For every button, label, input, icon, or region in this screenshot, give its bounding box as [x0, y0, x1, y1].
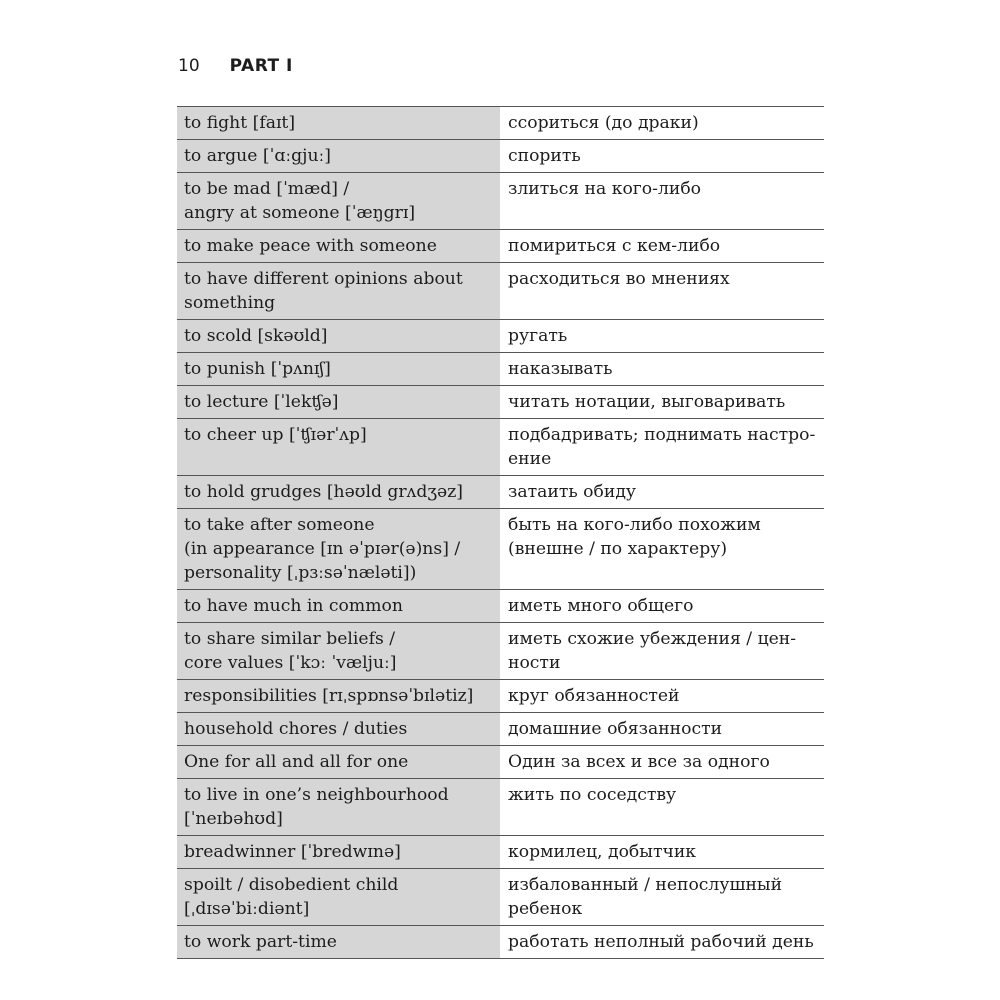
term-cell: breadwinner [ˈbredwɪnə] [177, 836, 500, 869]
term-cell: to have different opinions about something [177, 263, 500, 320]
vocab-row [177, 713, 824, 746]
translation-cell: подбадривать; поднимать настро- ение [500, 419, 824, 476]
term-cell: to live in one’s neighbourhood [ˈneɪbəhʊd] [177, 779, 500, 836]
term-cell: responsibilities [rɪˌspɒnsəˈbɪlətiz] [177, 680, 500, 713]
term-cell: to scold [skəʊld] [177, 320, 500, 353]
vocab-row [177, 869, 824, 926]
translation-cell: иметь много общего [500, 590, 824, 623]
term-cell: to punish [ˈpʌnɪʃ] [177, 353, 500, 386]
vocab-row [177, 926, 824, 959]
term-cell: to work part-time [177, 926, 500, 959]
translation-cell: помириться с кем-либо [500, 230, 824, 263]
vocab-row [177, 680, 824, 713]
vocab-row [177, 746, 824, 779]
term-cell: One for all and all for one [177, 746, 500, 779]
translation-cell: злиться на кого-либо [500, 173, 824, 230]
page-number: 10 [178, 56, 200, 76]
translation-cell: затаить обиду [500, 476, 824, 509]
translation-cell: ругать [500, 320, 824, 353]
term-cell: to make peace with someone [177, 230, 500, 263]
vocab-row [177, 173, 824, 230]
vocab-row [177, 836, 824, 869]
vocabulary-table [177, 106, 824, 959]
translation-cell: иметь схожие убеждения / цен- ности [500, 623, 824, 680]
translation-cell: читать нотации, выговаривать [500, 386, 824, 419]
term-cell: to lecture [ˈlekʧə] [177, 386, 500, 419]
part-label: PART I [229, 56, 293, 76]
term-cell: to share similar beliefs / core values [ˈkɔː ˈvæljuː] [177, 623, 500, 680]
vocab-row [177, 476, 824, 509]
translation-cell: домашние обязанности [500, 713, 824, 746]
translation-cell: ссориться (до драки) [500, 107, 824, 140]
vocab-row [177, 140, 824, 173]
vocab-row [177, 107, 824, 140]
translation-cell: круг обязанностей [500, 680, 824, 713]
vocab-row [177, 386, 824, 419]
term-cell: to fight [faɪt] [177, 107, 500, 140]
vocab-row [177, 230, 824, 263]
vocab-row [177, 419, 824, 476]
term-cell: to cheer up [ˈʧɪərˈʌp] [177, 419, 500, 476]
term-cell: to be mad [ˈmæd] / angry at someone [ˈæŋgrɪ] [177, 173, 500, 230]
vocab-row [177, 263, 824, 320]
term-cell: to argue [ˈɑːgjuː] [177, 140, 500, 173]
term-cell: to have much in common [177, 590, 500, 623]
term-cell: spoilt / disobedient child [ˌdɪsəˈbiːdiənt] [177, 869, 500, 926]
term-cell: to take after someone (in appearance [ɪn əˈpɪər(ə)ns] / personality [ˌpɜːsəˈnæləti]) [177, 509, 500, 590]
page-header [178, 56, 293, 76]
translation-cell: Один за всех и все за одного [500, 746, 824, 779]
translation-cell: наказывать [500, 353, 824, 386]
translation-cell: расходиться во мнениях [500, 263, 824, 320]
vocab-row [177, 509, 824, 590]
translation-cell: жить по соседству [500, 779, 824, 836]
term-cell: to hold grudges [həʊld grʌdʒəz] [177, 476, 500, 509]
vocab-row [177, 353, 824, 386]
translation-cell: работать неполный рабочий день [500, 926, 824, 959]
vocab-row [177, 623, 824, 680]
translation-cell: избалованный / непослушный ребенок [500, 869, 824, 926]
translation-cell: спорить [500, 140, 824, 173]
translation-cell: кормилец, добытчик [500, 836, 824, 869]
term-cell: household chores / duties [177, 713, 500, 746]
translation-cell: быть на кого-либо похожим (внешне / по характеру) [500, 509, 824, 590]
vocabulary-table-body [177, 107, 824, 959]
vocab-row [177, 320, 824, 353]
vocab-row [177, 779, 824, 836]
vocab-row [177, 590, 824, 623]
